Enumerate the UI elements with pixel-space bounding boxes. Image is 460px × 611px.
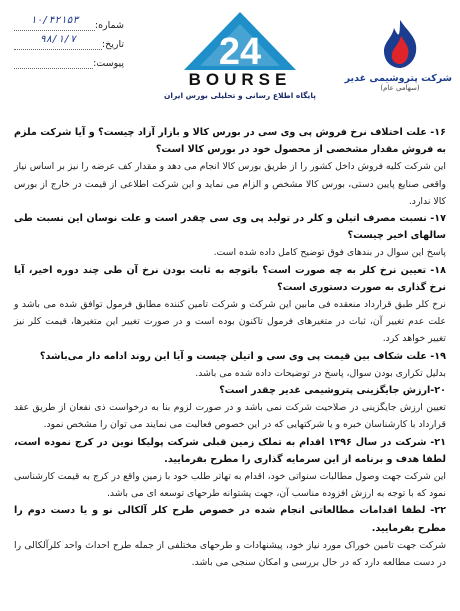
bourse-24-icon bbox=[180, 10, 300, 72]
question-22: ۲۲- لطفا اقدامات مطالعاتی انجام شده در خصوص طرح کلر آلکالی نو و یا دست دوم را مطرح بفرمایید. bbox=[14, 505, 446, 534]
company-subtitle: (سهامی عام) bbox=[380, 84, 420, 92]
flame-icon bbox=[378, 18, 422, 70]
company-name: شرکت پتروشیمی غدیر bbox=[344, 73, 452, 84]
bourse-tagline: پایگاه اطلاع رسانی و تحلیلی بورس ایران bbox=[164, 91, 316, 100]
answer-21: این شرکت جهت وصول مطالبات سنواتی خود، اقدام به تهاتر طلب خود با زمین واقع در کرج به قیمت کارشناسی نمود که با توجه به ارزش افزوده مناسب آن، جهت پشتوانه طرحهای توسعه ای می باشد. bbox=[14, 471, 446, 500]
qa-content bbox=[14, 124, 446, 571]
question-16: ۱۶- علت اختلاف نرخ فروش پی وی سی در بورس کالا و بازار آزاد چیست؟ و آیا شرکت ملزم به فروش مقدار مشخصی از محصول خود در بورس کالا است؟ bbox=[14, 127, 446, 156]
meta-attachment-row bbox=[14, 50, 124, 69]
answer-18: نرخ کلر طبق قرارداد منعقده فی مابین این شرکت و شرکت تامین کننده مطابق فرمول توافق شده می باشد و علت عدم تغییر آن، ثبات در متغیرهای فرمول تاکنون بوده است و در صورت تغییر این متغیرها، قیمت کلر نیز تغییر خواهد کرد. bbox=[14, 299, 446, 345]
meta-date-value: ۹۸/۱/۷ bbox=[14, 34, 102, 50]
meta-date-row bbox=[14, 31, 124, 50]
question-20: ۲۰-ارزش جایگزینی پتروشیمی غدیر چقدر است؟ bbox=[219, 385, 446, 397]
letterhead bbox=[0, 0, 460, 112]
answer-16: این شرکت کلیه فروش داخل کشور را از طریق بورس کالا انجام می دهد و مقدار کف عرضه را نیز بر اساس نیاز واقعی صنایع پایین دستی، بورس کالا مشخص و الزام می نماید و این شرکت اطلاعی از قیمت در خارج از بورس کالا ندارد. bbox=[14, 161, 446, 207]
ghadir-logo bbox=[344, 18, 452, 92]
answer-20: تعیین ارزش جایگزینی در صلاحیت شرکت نمی باشد و در صورت لزوم بنا به درخواست ذی نفعان از طریق عقد قرارداد با کارشناسان خبره و یا شرکتهایی که در این خصوص فعالیت می نمایند می توان را مشخص نمود. bbox=[14, 402, 446, 431]
meta-number-value: ۱۰/۴۲۱۵۳ bbox=[14, 15, 95, 31]
meta-number-label: شماره: bbox=[94, 20, 124, 31]
question-21: ۲۱- شرکت در سال ۱۳۹۶ اقدام به تملک زمین قبلی شرکت پولیکا نوین در کرج نموده است، لطفا هدف و برنامه از این سرمایه گذاری را مطرح بفرمایید. bbox=[14, 436, 446, 465]
meta-date-label: تاریخ: bbox=[101, 39, 124, 50]
meta-attachment-label: پیوست: bbox=[93, 58, 124, 69]
letter-meta bbox=[14, 12, 124, 69]
answer-22: شرکت جهت تامین خوراک مورد نیاز خود، پیشنهادات و طرحهای مختلفی از جمله طرح احداث واحد کلرآلکالی را در دست مطالعه دارد که در حال بررسی و امکان سنجی می باشد. bbox=[14, 539, 446, 569]
answer-17: پاسخ این سوال در بندهای فوق توضیح کامل داده شده است. bbox=[213, 247, 446, 259]
bourse-logo bbox=[150, 10, 330, 106]
meta-attachment-value bbox=[14, 53, 93, 69]
question-19: ۱۹- علت شکاف بین قیمت پی وی سی و اتیلن چیست و آیا این روند ادامه دار می‌باشد؟ bbox=[39, 350, 446, 362]
svg-text:24: 24 bbox=[218, 31, 262, 72]
question-17: ۱۷- نسبت مصرف اتیلن و کلر در تولید پی وی سی چقدر است و علت نوسان این نسبت طی سالهای اخیر چیست؟ bbox=[14, 213, 446, 242]
meta-number-row bbox=[14, 12, 124, 31]
question-18: ۱۸- تعیین نرخ کلر به چه صورت است؟ باتوجه به ثابت بودن نرخ آن طی چند دوره اخیر، آیا نرخ گذاری به صورت دستوری است؟ bbox=[14, 264, 446, 293]
answer-19: بدلیل تکراری بودن سوال، پاسخ در توضیحات داده شده می باشد. bbox=[195, 367, 446, 379]
bourse-wordmark: BOURSE bbox=[188, 70, 292, 89]
